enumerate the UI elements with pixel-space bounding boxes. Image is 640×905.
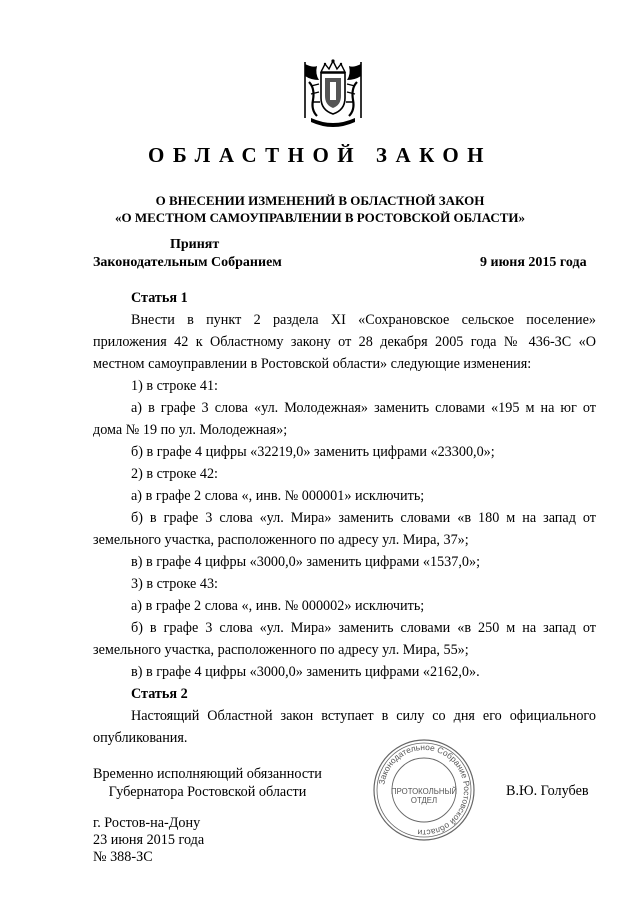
article-item: б) в графе 3 слова «ул. Мира» заменить словами «в 250 м на запад от земельного участка, расположенного по адресу ул. Мира, 55»; [93, 620, 596, 658]
signatory-position-line: Губернатора Ростовской области [108, 784, 307, 800]
article-item: а) в графе 2 слова «, инв. № 000001» исключить; [131, 488, 425, 504]
article-item: 1) в строке 41: [131, 378, 218, 394]
round-stamp-icon [372, 738, 476, 842]
document-type: ОБЛАСТНОЙ ЗАКОН [147, 143, 492, 167]
article-heading: Статья 2 [131, 686, 188, 702]
stamp-outer-text: Законодательное Собрание Ростовской области [376, 741, 473, 839]
article-item: б) в графе 4 цифры «32219,0» заменить цифрами «23300,0»; [131, 444, 495, 460]
law-body [93, 287, 596, 749]
article-item: б) в графе 3 слова «ул. Мира» заменить словами «в 180 м на запад от земельного участка, расположенного по адресу ул. Мира, 37»; [93, 510, 596, 548]
document-title [0, 192, 640, 226]
article-heading: Статья 1 [131, 290, 188, 306]
article-paragraph: Настоящий Областной закон вступает в силу со дня его официального опубликования. [93, 708, 596, 746]
article-item: а) в графе 3 слова «ул. Молодежная» заменить словами «195 м на юг от дома № 19 по ул. Молодежная»; [93, 400, 596, 438]
stamp-inner-line: ОТДЕЛ [410, 796, 438, 805]
law-number: № 388-ЗС [93, 849, 153, 865]
place-date-number [93, 815, 204, 866]
signatory-position [93, 765, 322, 801]
adoption-label: Принят [170, 237, 220, 252]
place: г. Ростов-на-Дону [93, 815, 201, 831]
article-item: 2) в строке 42: [131, 466, 218, 482]
article-item: в) в графе 4 цифры «3000,0» заменить цифрами «1537,0»; [131, 554, 481, 570]
stamp-inner-line: ПРОТОКОЛЬНЫЙ [391, 787, 457, 796]
adoption-date: 9 июня 2015 года [480, 255, 587, 270]
signing-date: 23 июня 2015 года [93, 832, 205, 848]
document-title-line: О ВНЕСЕНИИ ИЗМЕНЕНИЙ В ОБЛАСТНОЙ ЗАКОН [155, 193, 485, 208]
article-item: в) в графе 4 цифры «3000,0» заменить цифрами «2162,0». [131, 664, 480, 680]
article-paragraph: Внести в пункт 2 раздела XI «Сохрановское сельское поселение» приложения 42 к Областному закону от 28 декабря 2005 года № 436-ЗС «О местном самоуправлении в Ростовской области» следующие изменения: [93, 312, 596, 372]
coat-of-arms-icon [297, 58, 369, 130]
signatory-name: В.Ю. Голубев [506, 783, 589, 799]
signatory-position-line: Временно исполняющий обязанности [93, 766, 322, 782]
article-item: 3) в строке 43: [131, 576, 218, 592]
document-title-line: «О МЕСТНОМ САМОУПРАВЛЕНИИ В РОСТОВСКОЙ ОБЛАСТИ» [115, 210, 525, 225]
article-item: а) в графе 2 слова «, инв. № 000002» исключить; [131, 598, 425, 614]
adopted-by: Законодательным Собранием [93, 255, 282, 270]
